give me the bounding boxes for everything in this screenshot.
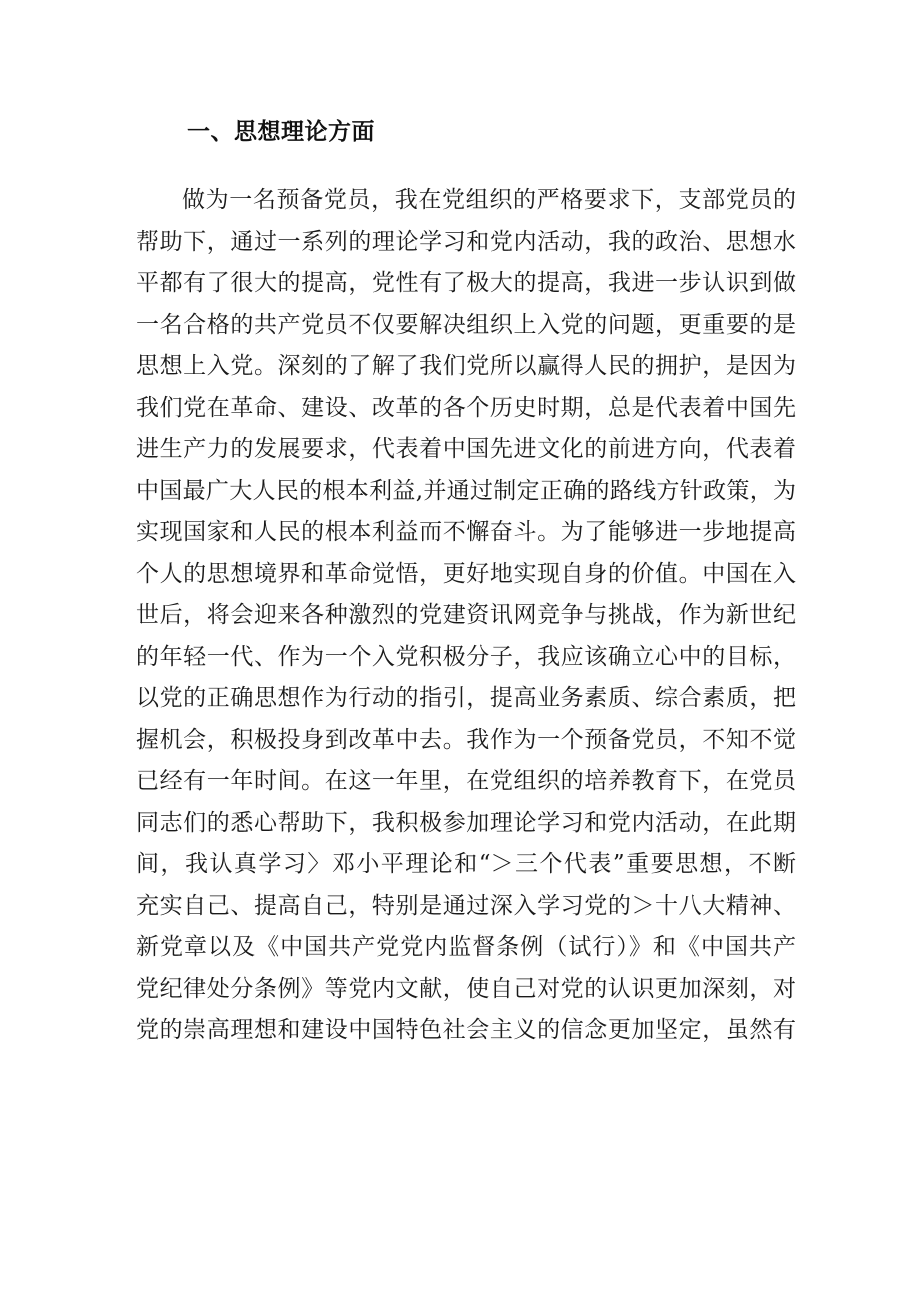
body-paragraph [136,180,796,1052]
paragraph-line: 以党的正确思想作为行动的指引，提高业务素质、综合素质，把 [136,685,796,711]
paragraph-line: 进生产力的发展要求，代表着中国先进文化的前进方向，代表着 [136,436,796,462]
paragraph-line: 实现国家和人民的根本利益而不懈奋斗。为了能够进一步地提高 [136,519,796,545]
paragraph-line: 中国最广大人民的根本利益,并通过制定正确的路线方针政策，为 [136,477,796,504]
paragraph-line: 已经有一年时间。在这一年里，在党组织的培养教育下，在党员 [136,768,796,794]
paragraph-line: 同志们的悉心帮助下，我积极参加理论学习和党内活动，在此期 [136,809,796,836]
paragraph-line: 间，我认真学习〉邓小平理论和“＞三个代表”重要思想，不断 [136,851,796,877]
paragraph-line: 思想上入党。深刻的了解了我们党所以赢得人民的拥护，是因为 [136,353,796,379]
paragraph-line: 世后，将会迎来各种激烈的党建资讯网竞争与挑战，作为新世纪 [136,602,796,628]
paragraph-line: 握机会，积极投身到改革中去。我作为一个预备党员，不知不觉 [136,726,796,753]
paragraph-line: 党的崇高理想和建设中国特色社会主义的信念更加坚定，虽然有 [136,1017,796,1043]
paragraph-line: 新党章以及《中国共产党党内监督条例（试行）》和《中国共产 [136,934,796,960]
paragraph-line: 党纪律处分条例》等党内文献，使自己对党的认识更加深刻，对 [136,975,796,1002]
paragraph-line: 的年轻一代、作为一个入党积极分子，我应该确立心中的目标， [136,643,796,670]
paragraph-line: 帮助下，通过一系列的理论学习和党内活动，我的政治、思想水 [136,228,796,255]
section-heading: 一、思想理论方面 [187,119,375,145]
paragraph-line: 一名合格的共产党员不仅要解决组织上入党的问题，更重要的是 [136,311,796,338]
paragraph-line: 平都有了很大的提高，党性有了极大的提高，我进一步认识到做 [136,270,796,296]
paragraph-line: 充实自己、提高自己，特别是通过深入学习党的＞十八大精神、 [136,892,796,919]
paragraph-line: 我们党在革命、建设、改革的各个历史时期，总是代表着中国先 [136,394,796,421]
paragraph-line: 做为一名预备党员，我在党组织的严格要求下，支部党员的 [182,187,796,213]
paragraph-line: 个人的思想境界和革命觉悟，更好地实现自身的价值。中国在入 [136,560,796,587]
